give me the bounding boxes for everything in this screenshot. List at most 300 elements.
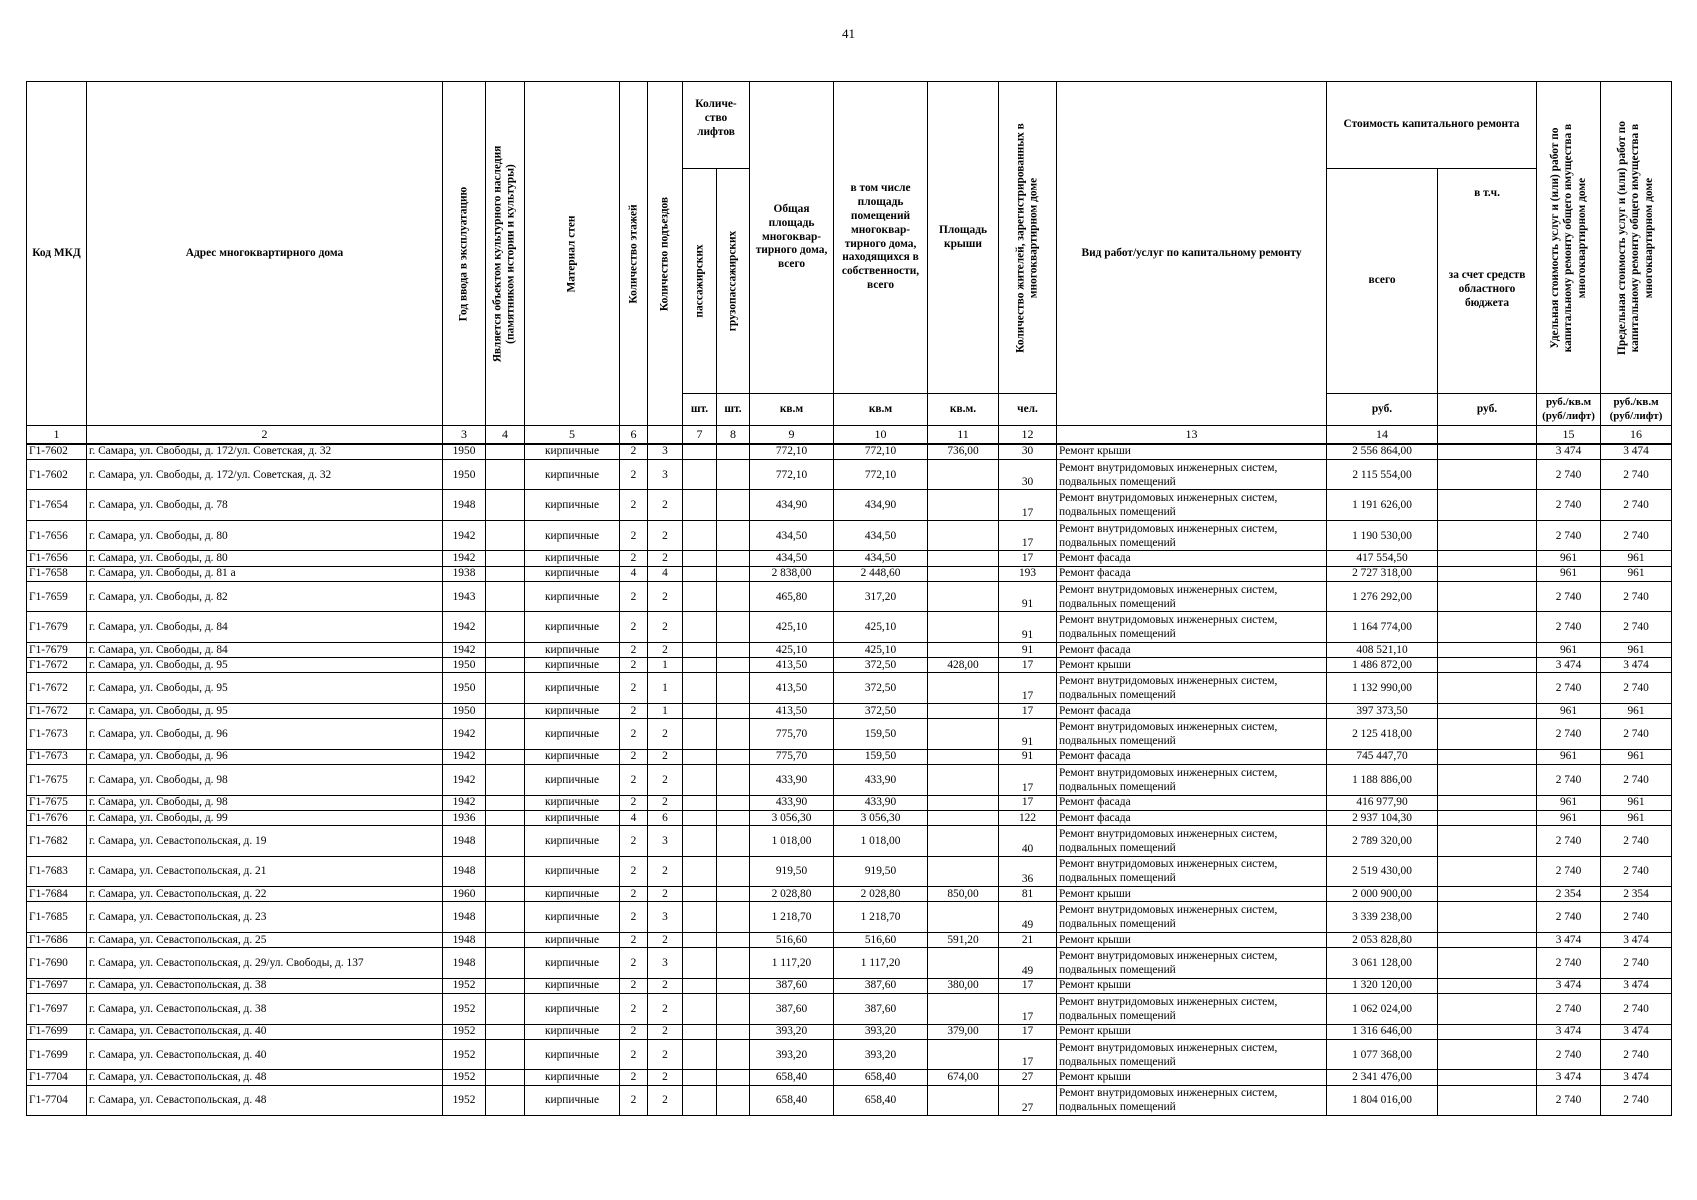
cell-work-type: Ремонт внутридомовых инженерных систем, подвальных помещений bbox=[1057, 1085, 1327, 1116]
table-row bbox=[27, 719, 1672, 750]
header-work-type: Вид работ/услуг по капитальному ремонту bbox=[1057, 82, 1327, 426]
cell-heritage bbox=[486, 902, 525, 933]
cell-year: 1952 bbox=[443, 1039, 486, 1070]
cell-owned-area: 393,20 bbox=[834, 1024, 928, 1039]
cell-cost-regional bbox=[1438, 887, 1537, 902]
cell-address: г. Самара, ул. Севастопольская, д. 29/ул. Свободы, д. 137 bbox=[87, 948, 443, 979]
cell-address: г. Самара, ул. Свободы, д. 84 bbox=[87, 612, 443, 643]
cell-owned-area: 159,50 bbox=[834, 719, 928, 750]
cell-entrances: 2 bbox=[648, 749, 683, 764]
table-row bbox=[27, 551, 1672, 566]
cell-entrances: 3 bbox=[648, 902, 683, 933]
cell-cost-regional bbox=[1438, 810, 1537, 825]
cell-residents: 17 bbox=[999, 978, 1057, 993]
cell-cost-regional bbox=[1438, 612, 1537, 643]
cell-entrances: 2 bbox=[648, 856, 683, 887]
cell-total-area: 3 056,30 bbox=[750, 810, 834, 825]
cell-unit-cost: 2 740 bbox=[1537, 948, 1601, 979]
cell-cost-total: 1 190 530,00 bbox=[1327, 520, 1438, 551]
cell-total-area: 772,10 bbox=[750, 444, 834, 459]
cell-lifts-cargo bbox=[717, 642, 750, 657]
cell-residents: 91 bbox=[999, 749, 1057, 764]
cell-work-type: Ремонт внутридомовых инженерных систем, подвальных помещений bbox=[1057, 459, 1327, 490]
column-number bbox=[648, 426, 683, 445]
cell-max-cost: 2 740 bbox=[1601, 765, 1672, 796]
header-year bbox=[443, 82, 486, 426]
cell-material: кирпичные bbox=[525, 581, 620, 612]
cell-cost-regional bbox=[1438, 1070, 1537, 1085]
cell-code: Г1-7690 bbox=[27, 948, 87, 979]
cell-residents: 17 bbox=[999, 520, 1057, 551]
cell-lifts-cargo bbox=[717, 1070, 750, 1085]
table-row bbox=[27, 795, 1672, 810]
cell-material: кирпичные bbox=[525, 810, 620, 825]
cell-owned-area: 1 117,20 bbox=[834, 948, 928, 979]
cell-residents: 91 bbox=[999, 719, 1057, 750]
cell-total-area: 425,10 bbox=[750, 612, 834, 643]
cell-address: г. Самара, ул. Севастопольская, д. 48 bbox=[87, 1070, 443, 1085]
cell-code: Г1-7675 bbox=[27, 795, 87, 810]
cell-entrances: 4 bbox=[648, 566, 683, 581]
cell-owned-area: 425,10 bbox=[834, 642, 928, 657]
cell-total-area: 2 028,80 bbox=[750, 887, 834, 902]
cell-year: 1952 bbox=[443, 978, 486, 993]
cell-address: г. Самара, ул. Севастопольская, д. 21 bbox=[87, 856, 443, 887]
table-row bbox=[27, 978, 1672, 993]
cell-code: Г1-7699 bbox=[27, 1024, 87, 1039]
cell-code: Г1-7602 bbox=[27, 444, 87, 459]
cell-year: 1948 bbox=[443, 948, 486, 979]
cell-cost-total: 1 320 120,00 bbox=[1327, 978, 1438, 993]
cell-unit-cost: 2 740 bbox=[1537, 856, 1601, 887]
cell-year: 1938 bbox=[443, 566, 486, 581]
cell-owned-area: 434,50 bbox=[834, 520, 928, 551]
cell-total-area: 516,60 bbox=[750, 932, 834, 947]
cell-lifts-cargo bbox=[717, 444, 750, 459]
cell-residents: 91 bbox=[999, 642, 1057, 657]
cell-max-cost: 961 bbox=[1601, 749, 1672, 764]
cell-cost-regional bbox=[1438, 856, 1537, 887]
cell-work-type: Ремонт крыши bbox=[1057, 444, 1327, 459]
cell-cost-regional bbox=[1438, 703, 1537, 718]
cell-roof-area bbox=[928, 703, 999, 718]
cell-owned-area: 393,20 bbox=[834, 1039, 928, 1070]
cell-lifts-pass bbox=[683, 490, 717, 521]
cell-total-area: 434,50 bbox=[750, 520, 834, 551]
cell-year: 1936 bbox=[443, 810, 486, 825]
cell-unit-cost: 961 bbox=[1537, 810, 1601, 825]
cell-floors: 2 bbox=[620, 932, 648, 947]
cell-heritage bbox=[486, 749, 525, 764]
cell-work-type: Ремонт фасада bbox=[1057, 703, 1327, 718]
cell-cost-regional bbox=[1438, 551, 1537, 566]
cell-floors: 2 bbox=[620, 948, 648, 979]
cell-max-cost: 2 740 bbox=[1601, 459, 1672, 490]
header-total-area: Общая площадь многоквар- тирного дома, всего bbox=[750, 82, 834, 394]
column-number: 1 bbox=[27, 426, 87, 445]
cell-code: Г1-7672 bbox=[27, 703, 87, 718]
cell-heritage bbox=[486, 932, 525, 947]
cell-roof-area bbox=[928, 719, 999, 750]
cell-unit-cost: 2 740 bbox=[1537, 902, 1601, 933]
cell-material: кирпичные bbox=[525, 1070, 620, 1085]
cell-address: г. Самара, ул. Севастопольская, д. 19 bbox=[87, 826, 443, 857]
column-number: 4 bbox=[486, 426, 525, 445]
cell-residents: 17 bbox=[999, 658, 1057, 673]
table-row bbox=[27, 826, 1672, 857]
cell-lifts-pass bbox=[683, 1070, 717, 1085]
header-unit-cost bbox=[1537, 82, 1601, 394]
cell-residents: 17 bbox=[999, 765, 1057, 796]
header-unit-cost-label: Удельная стоимость услуг и (или) работ по капитальному ремонту общего имущества в многоквартирном доме bbox=[1548, 123, 1588, 352]
cell-residents: 49 bbox=[999, 948, 1057, 979]
header-owned-area: в том числе площадь помещений многоквар- тирного дома, находящихся в собственности, всего bbox=[834, 82, 928, 394]
cell-owned-area: 2 028,80 bbox=[834, 887, 928, 902]
cell-owned-area: 425,10 bbox=[834, 612, 928, 643]
cell-unit-cost: 961 bbox=[1537, 795, 1601, 810]
cell-entrances: 2 bbox=[648, 551, 683, 566]
cell-unit-cost: 3 474 bbox=[1537, 658, 1601, 673]
table-row bbox=[27, 459, 1672, 490]
cell-entrances: 2 bbox=[648, 765, 683, 796]
cell-heritage bbox=[486, 444, 525, 459]
cell-year: 1960 bbox=[443, 887, 486, 902]
cell-heritage bbox=[486, 612, 525, 643]
cell-roof-area bbox=[928, 520, 999, 551]
cell-max-cost: 2 740 bbox=[1601, 1039, 1672, 1070]
cell-max-cost: 2 740 bbox=[1601, 719, 1672, 750]
cell-roof-area bbox=[928, 856, 999, 887]
cell-address: г. Самара, ул. Свободы, д. 95 bbox=[87, 658, 443, 673]
cell-lifts-pass bbox=[683, 795, 717, 810]
cell-work-type: Ремонт крыши bbox=[1057, 1070, 1327, 1085]
cell-unit-cost: 2 354 bbox=[1537, 887, 1601, 902]
cell-lifts-cargo bbox=[717, 1039, 750, 1070]
cell-total-area: 413,50 bbox=[750, 673, 834, 704]
cell-heritage bbox=[486, 795, 525, 810]
cell-material: кирпичные bbox=[525, 856, 620, 887]
cell-work-type: Ремонт внутридомовых инженерных систем, подвальных помещений bbox=[1057, 994, 1327, 1025]
cell-total-area: 413,50 bbox=[750, 658, 834, 673]
cell-residents: 81 bbox=[999, 887, 1057, 902]
cell-unit-cost: 3 474 bbox=[1537, 1070, 1601, 1085]
cell-residents: 17 bbox=[999, 551, 1057, 566]
cell-cost-total: 745 447,70 bbox=[1327, 749, 1438, 764]
cell-lifts-pass bbox=[683, 902, 717, 933]
cell-cost-total: 2 000 900,00 bbox=[1327, 887, 1438, 902]
cell-material: кирпичные bbox=[525, 749, 620, 764]
cell-cost-total: 397 373,50 bbox=[1327, 703, 1438, 718]
cell-floors: 2 bbox=[620, 581, 648, 612]
cell-residents: 17 bbox=[999, 994, 1057, 1025]
unit-owned-area: кв.м bbox=[834, 394, 928, 426]
cell-roof-area bbox=[928, 810, 999, 825]
cell-work-type: Ремонт крыши bbox=[1057, 932, 1327, 947]
cell-total-area: 433,90 bbox=[750, 765, 834, 796]
table-row bbox=[27, 703, 1672, 718]
cell-lifts-cargo bbox=[717, 1024, 750, 1039]
cell-cost-total: 1 191 626,00 bbox=[1327, 490, 1438, 521]
cell-floors: 4 bbox=[620, 566, 648, 581]
cell-max-cost: 2 740 bbox=[1601, 994, 1672, 1025]
cell-cost-total: 2 937 104,30 bbox=[1327, 810, 1438, 825]
cell-code: Г1-7656 bbox=[27, 551, 87, 566]
cell-heritage bbox=[486, 1039, 525, 1070]
cell-material: кирпичные bbox=[525, 994, 620, 1025]
cell-lifts-pass bbox=[683, 1024, 717, 1039]
cell-max-cost: 2 354 bbox=[1601, 887, 1672, 902]
cell-heritage bbox=[486, 1085, 525, 1116]
table-row bbox=[27, 444, 1672, 459]
cell-floors: 4 bbox=[620, 810, 648, 825]
cell-max-cost: 3 474 bbox=[1601, 1070, 1672, 1085]
cell-code: Г1-7672 bbox=[27, 658, 87, 673]
cell-lifts-cargo bbox=[717, 810, 750, 825]
header-address: Адрес многоквартирного дома bbox=[87, 82, 443, 426]
cell-heritage bbox=[486, 520, 525, 551]
unit-lifts-pass: шт. bbox=[683, 394, 717, 426]
header-cost-total: всего bbox=[1327, 169, 1438, 394]
column-number: 12 bbox=[999, 426, 1057, 445]
cell-floors: 2 bbox=[620, 490, 648, 521]
cell-lifts-cargo bbox=[717, 673, 750, 704]
cell-floors: 2 bbox=[620, 444, 648, 459]
cell-heritage bbox=[486, 978, 525, 993]
unit-residents: чел. bbox=[999, 394, 1057, 426]
cell-residents: 17 bbox=[999, 490, 1057, 521]
cell-work-type: Ремонт фасада bbox=[1057, 749, 1327, 764]
cell-material: кирпичные bbox=[525, 658, 620, 673]
cell-lifts-pass bbox=[683, 566, 717, 581]
cell-floors: 2 bbox=[620, 826, 648, 857]
cell-cost-regional bbox=[1438, 673, 1537, 704]
cell-lifts-pass bbox=[683, 1085, 717, 1116]
cell-address: г. Самара, ул. Севастопольская, д. 25 bbox=[87, 932, 443, 947]
cell-heritage bbox=[486, 459, 525, 490]
unit-cost-total: руб. bbox=[1327, 394, 1438, 426]
cell-cost-total: 1 188 886,00 bbox=[1327, 765, 1438, 796]
cell-cost-regional bbox=[1438, 658, 1537, 673]
cell-residents: 36 bbox=[999, 856, 1057, 887]
cell-year: 1948 bbox=[443, 826, 486, 857]
cell-material: кирпичные bbox=[525, 566, 620, 581]
header-cost-regional: за счет средств областного бюджета bbox=[1448, 268, 1526, 309]
capital-repair-table bbox=[26, 81, 1672, 1116]
cell-owned-area: 372,50 bbox=[834, 658, 928, 673]
table-row bbox=[27, 612, 1672, 643]
cell-material: кирпичные bbox=[525, 551, 620, 566]
cell-residents: 17 bbox=[999, 703, 1057, 718]
cell-floors: 2 bbox=[620, 673, 648, 704]
cell-code: Г1-7659 bbox=[27, 581, 87, 612]
cell-code: Г1-7676 bbox=[27, 810, 87, 825]
cell-work-type: Ремонт внутридомовых инженерных систем, подвальных помещений bbox=[1057, 1039, 1327, 1070]
cell-total-area: 393,20 bbox=[750, 1039, 834, 1070]
cell-lifts-cargo bbox=[717, 826, 750, 857]
cell-heritage bbox=[486, 673, 525, 704]
cell-lifts-pass bbox=[683, 826, 717, 857]
cell-cost-regional bbox=[1438, 520, 1537, 551]
cell-unit-cost: 961 bbox=[1537, 749, 1601, 764]
cell-cost-total: 2 519 430,00 bbox=[1327, 856, 1438, 887]
table-row bbox=[27, 581, 1672, 612]
cell-entrances: 2 bbox=[648, 1039, 683, 1070]
table-row bbox=[27, 887, 1672, 902]
cell-address: г. Самара, ул. Свободы, д. 172/ул. Советская, д. 32 bbox=[87, 459, 443, 490]
cell-roof-area bbox=[928, 490, 999, 521]
column-number bbox=[1438, 426, 1537, 445]
cell-year: 1950 bbox=[443, 444, 486, 459]
cell-floors: 2 bbox=[620, 719, 648, 750]
cell-lifts-cargo bbox=[717, 1085, 750, 1116]
cell-address: г. Самара, ул. Севастопольская, д. 22 bbox=[87, 887, 443, 902]
cell-work-type: Ремонт внутридомовых инженерных систем, подвальных помещений bbox=[1057, 948, 1327, 979]
cell-lifts-pass bbox=[683, 810, 717, 825]
cell-lifts-pass bbox=[683, 642, 717, 657]
cell-total-area: 658,40 bbox=[750, 1085, 834, 1116]
cell-lifts-pass bbox=[683, 749, 717, 764]
cell-lifts-cargo bbox=[717, 887, 750, 902]
cell-lifts-cargo bbox=[717, 932, 750, 947]
cell-entrances: 2 bbox=[648, 994, 683, 1025]
cell-lifts-pass bbox=[683, 612, 717, 643]
cell-floors: 2 bbox=[620, 642, 648, 657]
header-max-cost bbox=[1601, 82, 1672, 394]
cell-floors: 2 bbox=[620, 551, 648, 566]
column-number: 9 bbox=[750, 426, 834, 445]
cell-code: Г1-7654 bbox=[27, 490, 87, 521]
cell-lifts-cargo bbox=[717, 490, 750, 521]
cell-roof-area bbox=[928, 459, 999, 490]
cell-lifts-pass bbox=[683, 581, 717, 612]
cell-lifts-cargo bbox=[717, 948, 750, 979]
cell-lifts-pass bbox=[683, 719, 717, 750]
cell-owned-area: 159,50 bbox=[834, 749, 928, 764]
cell-total-area: 434,50 bbox=[750, 551, 834, 566]
cell-max-cost: 2 740 bbox=[1601, 826, 1672, 857]
cell-entrances: 1 bbox=[648, 703, 683, 718]
cell-code: Г1-7685 bbox=[27, 902, 87, 933]
cell-residents: 91 bbox=[999, 581, 1057, 612]
cell-roof-area: 591,20 bbox=[928, 932, 999, 947]
cell-code: Г1-7656 bbox=[27, 520, 87, 551]
cell-residents: 30 bbox=[999, 444, 1057, 459]
table-row bbox=[27, 1085, 1672, 1116]
cell-residents: 193 bbox=[999, 566, 1057, 581]
header-cost-incl: в т.ч. bbox=[1474, 187, 1500, 199]
cell-address: г. Самара, ул. Свободы, д. 82 bbox=[87, 581, 443, 612]
cell-address: г. Самара, ул. Свободы, д. 98 bbox=[87, 765, 443, 796]
cell-total-area: 393,20 bbox=[750, 1024, 834, 1039]
cell-cost-regional bbox=[1438, 566, 1537, 581]
cell-owned-area: 772,10 bbox=[834, 444, 928, 459]
cell-floors: 2 bbox=[620, 902, 648, 933]
cell-address: г. Самара, ул. Севастопольская, д. 23 bbox=[87, 902, 443, 933]
cell-material: кирпичные bbox=[525, 612, 620, 643]
column-number: 15 bbox=[1537, 426, 1601, 445]
cell-year: 1950 bbox=[443, 459, 486, 490]
cell-heritage bbox=[486, 566, 525, 581]
cell-code: Г1-7658 bbox=[27, 566, 87, 581]
cell-code: Г1-7697 bbox=[27, 978, 87, 993]
cell-heritage bbox=[486, 1024, 525, 1039]
cell-max-cost: 3 474 bbox=[1601, 1024, 1672, 1039]
cell-material: кирпичные bbox=[525, 902, 620, 933]
header-year-label: Год ввода в эксплуатацию bbox=[457, 186, 470, 321]
column-number: 10 bbox=[834, 426, 928, 445]
cell-work-type: Ремонт внутридомовых инженерных систем, подвальных помещений bbox=[1057, 581, 1327, 612]
cell-max-cost: 2 740 bbox=[1601, 520, 1672, 551]
cell-lifts-cargo bbox=[717, 795, 750, 810]
cell-cost-total: 416 977,90 bbox=[1327, 795, 1438, 810]
header-entrances bbox=[648, 82, 683, 426]
cell-unit-cost: 3 474 bbox=[1537, 932, 1601, 947]
cell-max-cost: 961 bbox=[1601, 795, 1672, 810]
cell-roof-area bbox=[928, 994, 999, 1025]
cell-cost-total: 3 339 238,00 bbox=[1327, 902, 1438, 933]
cell-work-type: Ремонт крыши bbox=[1057, 978, 1327, 993]
unit-roof-area: кв.м. bbox=[928, 394, 999, 426]
cell-owned-area: 434,50 bbox=[834, 551, 928, 566]
cell-address: г. Самара, ул. Свободы, д. 96 bbox=[87, 719, 443, 750]
cell-cost-regional bbox=[1438, 978, 1537, 993]
cell-max-cost: 3 474 bbox=[1601, 932, 1672, 947]
table-row bbox=[27, 566, 1672, 581]
cell-lifts-pass bbox=[683, 658, 717, 673]
cell-code: Г1-7699 bbox=[27, 1039, 87, 1070]
column-number: 16 bbox=[1601, 426, 1672, 445]
cell-owned-area: 372,50 bbox=[834, 703, 928, 718]
cell-heritage bbox=[486, 490, 525, 521]
cell-heritage bbox=[486, 826, 525, 857]
header-roof-area: Площадь крыши bbox=[928, 82, 999, 394]
cell-owned-area: 3 056,30 bbox=[834, 810, 928, 825]
cell-unit-cost: 3 474 bbox=[1537, 444, 1601, 459]
cell-residents: 122 bbox=[999, 810, 1057, 825]
cell-owned-area: 658,40 bbox=[834, 1085, 928, 1116]
cell-cost-regional bbox=[1438, 719, 1537, 750]
cell-address: г. Самара, ул. Севастопольская, д. 38 bbox=[87, 978, 443, 993]
cell-total-area: 465,80 bbox=[750, 581, 834, 612]
cell-code: Г1-7682 bbox=[27, 826, 87, 857]
table-row bbox=[27, 856, 1672, 887]
cell-address: г. Самара, ул. Севастопольская, д. 38 bbox=[87, 994, 443, 1025]
header-code: Код МКД bbox=[27, 82, 87, 426]
cell-lifts-cargo bbox=[717, 719, 750, 750]
cell-material: кирпичные bbox=[525, 490, 620, 521]
cell-work-type: Ремонт внутридомовых инженерных систем, подвальных помещений bbox=[1057, 520, 1327, 551]
cell-material: кирпичные bbox=[525, 948, 620, 979]
cell-year: 1948 bbox=[443, 490, 486, 521]
header-max-cost-label: Предельная стоимость услуг и (или) работ по капитальному ремонту общего имущества в многоквартирном доме bbox=[1615, 120, 1655, 355]
cell-material: кирпичные bbox=[525, 719, 620, 750]
cell-floors: 2 bbox=[620, 856, 648, 887]
cell-entrances: 1 bbox=[648, 658, 683, 673]
cell-roof-area bbox=[928, 902, 999, 933]
cell-entrances: 2 bbox=[648, 1070, 683, 1085]
cell-owned-area: 1 218,70 bbox=[834, 902, 928, 933]
header-lifts-cargo bbox=[717, 169, 750, 394]
cell-max-cost: 2 740 bbox=[1601, 856, 1672, 887]
cell-address: г. Самара, ул. Севастопольская, д. 48 bbox=[87, 1085, 443, 1116]
cell-entrances: 2 bbox=[648, 932, 683, 947]
cell-cost-regional bbox=[1438, 490, 1537, 521]
cell-material: кирпичные bbox=[525, 673, 620, 704]
cell-cost-total: 2 053 828,80 bbox=[1327, 932, 1438, 947]
cell-floors: 2 bbox=[620, 749, 648, 764]
cell-work-type: Ремонт крыши bbox=[1057, 658, 1327, 673]
cell-year: 1950 bbox=[443, 673, 486, 704]
